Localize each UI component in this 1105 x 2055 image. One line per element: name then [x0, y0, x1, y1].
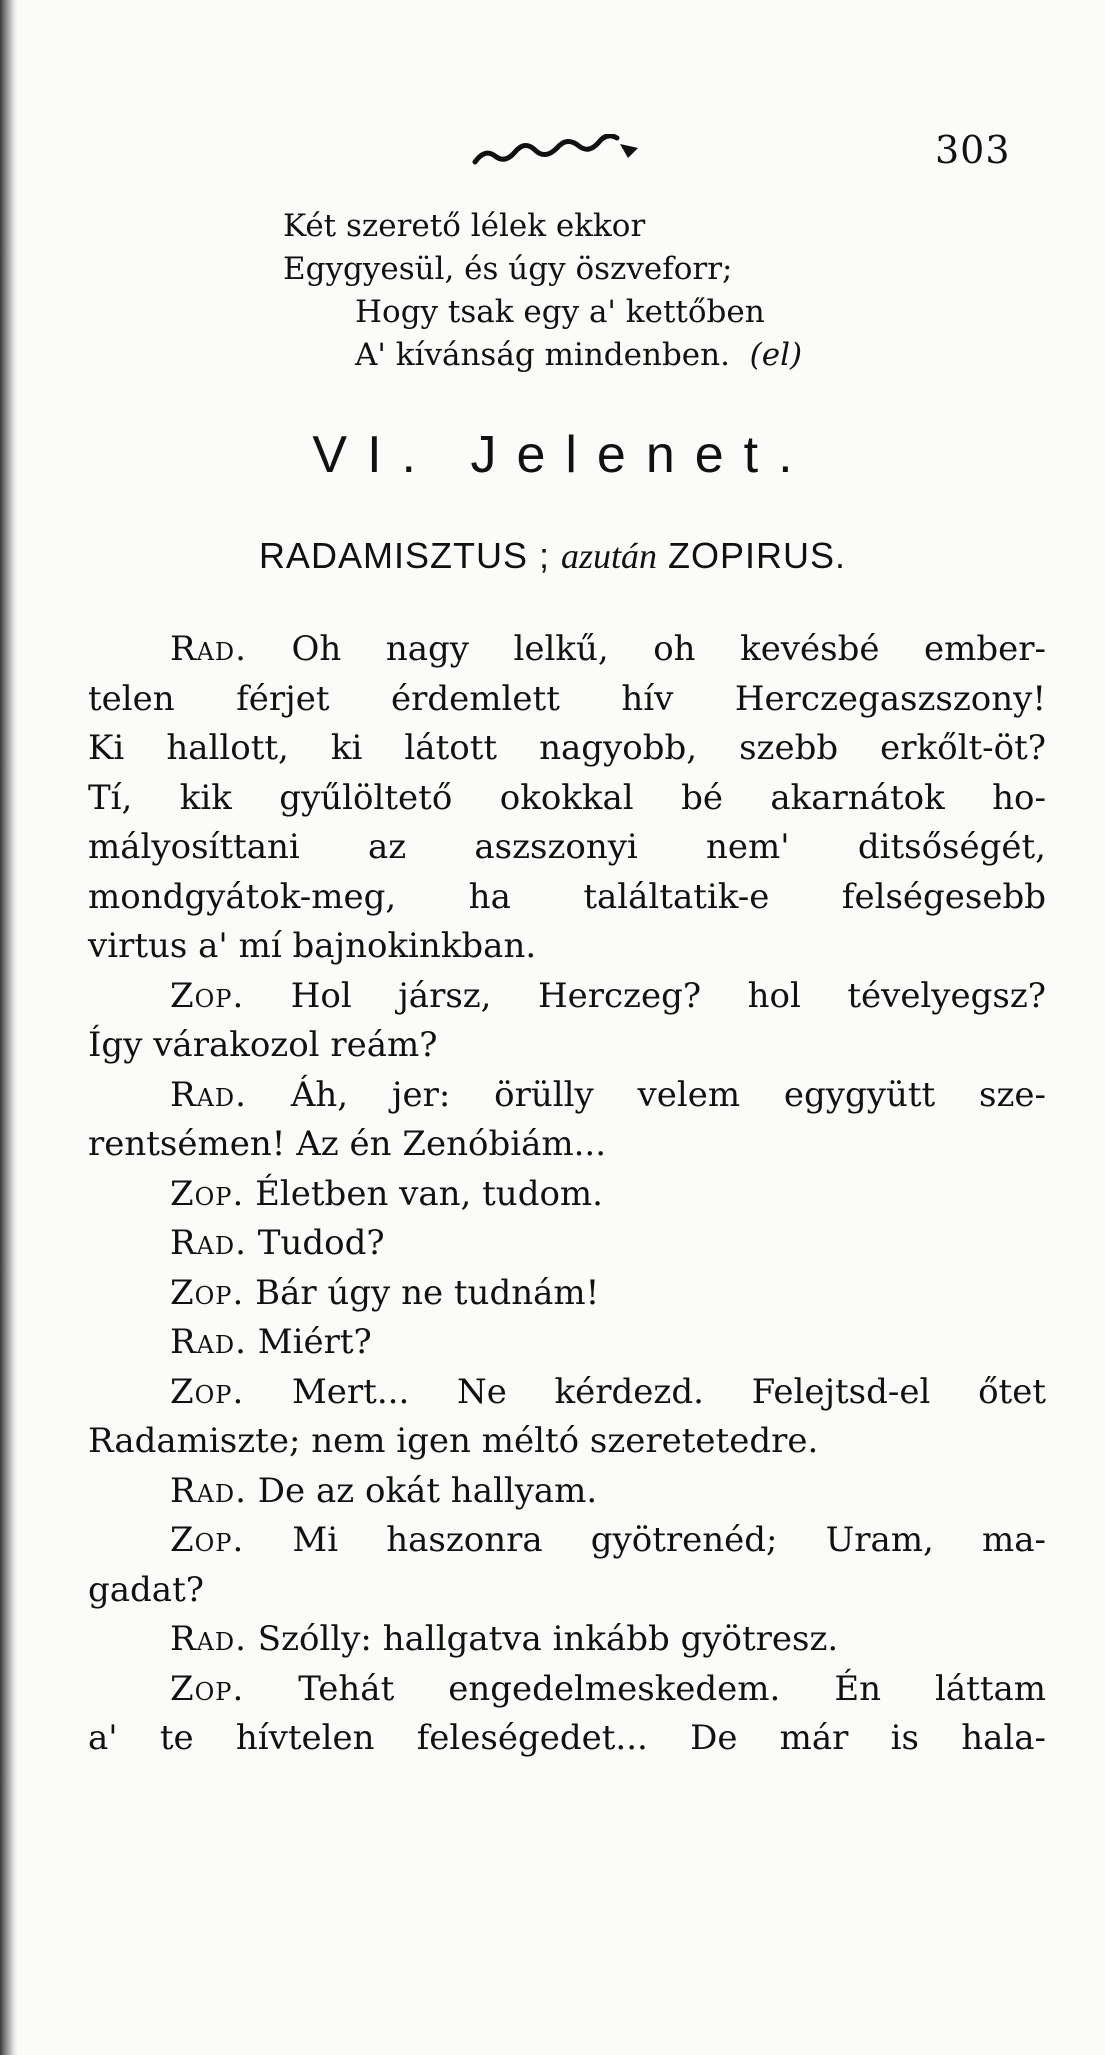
speech-line	[88, 1219, 1046, 1269]
speech-line	[88, 1318, 1046, 1368]
speaker-label: Zop.	[170, 975, 245, 1016]
speech-text: Bár úgy ne tudnám!	[255, 1272, 600, 1313]
verse-line: A' kívánság mindenben.	[355, 337, 730, 373]
scene-title: VI. Jelenet.	[312, 426, 813, 484]
speech-line: mondgyátok-meg, ha találtatik-e felségesebb	[88, 876, 1046, 917]
speech-line: rentsémen! Az én Zenóbiám...	[88, 1124, 607, 1164]
page-header	[0, 120, 1105, 180]
speech-line	[88, 1170, 1046, 1220]
page-binding-shadow	[0, 0, 18, 2055]
speaker-label: Zop.	[170, 1272, 245, 1313]
speech-text: Mert... Ne kérdezd. Felejtsd-el őtet	[291, 1371, 1046, 1412]
speech-line: Tí, kik gyűlöltető okokkal bé akarnátok ho-	[88, 777, 1046, 818]
speech-text: Oh nagy lelkű, oh kevésbé ember-	[291, 629, 1046, 669]
speech-line: virtus a' mí bajnokinkban.	[88, 926, 537, 966]
speaker-label: Rad.	[170, 1470, 247, 1511]
cast-list	[0, 535, 1105, 577]
verse-line-with-stage-direction	[355, 334, 802, 377]
speech-line: a' te hívtelen feleségedet... De már is hala-	[88, 1718, 1046, 1758]
speaker-label: Rad.	[170, 629, 247, 669]
speech-line	[88, 1368, 1046, 1418]
speech-line: Így várakozol reám?	[88, 1025, 438, 1065]
speech-line	[88, 1516, 1046, 1566]
speech-line: telen férjet érdemlett hív Herczegaszszony!	[88, 678, 1046, 719]
speech-line: gadat?	[88, 1569, 204, 1610]
cast-first: RADAMISZTUS	[258, 535, 528, 576]
speech-line	[88, 1467, 1046, 1517]
speech-line: Ki hallott, ki látott nagyobb, szebb erkőlt-öt?	[88, 728, 1046, 768]
speech-text: Szólly: hallgatva inkább gyötresz.	[257, 1619, 839, 1659]
speech-line	[88, 972, 1046, 1022]
speech-text: Tehát engedelmeskedem. Én láttam	[298, 1668, 1046, 1709]
speech-line	[88, 1615, 1046, 1665]
speech-text: Mi haszonra gyötrenéd; Uram, ma-	[292, 1520, 1046, 1560]
speech-text: Hol jársz, Herczeg? hol tévelyegsz?	[290, 975, 1046, 1016]
speech-text: Tudod?	[257, 1223, 385, 1263]
speech-line: mályosíttani az aszszonyi nem' ditsőségét,	[88, 827, 1046, 867]
cast-separator: ;	[538, 535, 550, 576]
speaker-label: Zop.	[170, 1371, 245, 1412]
speaker-label: Rad.	[170, 1619, 247, 1659]
speaker-label: Rad.	[170, 1322, 247, 1362]
speech-text: Áh, jer: örülly velem egygyütt sze-	[290, 1074, 1046, 1115]
speech-text: Életben van, tudom.	[255, 1173, 603, 1214]
ornament-flourish-icon	[470, 134, 660, 174]
speaker-label: Zop.	[170, 1173, 245, 1214]
dialogue-body	[88, 625, 1046, 1764]
verse-line: Két szerető lélek ekkor	[283, 208, 646, 244]
stage-direction: (el)	[749, 337, 803, 373]
speaker-label: Rad.	[170, 1223, 247, 1263]
cast-then: azután	[561, 536, 658, 576]
page-number: 303	[935, 128, 1011, 172]
speech-line	[88, 1071, 1046, 1121]
speech-text: Miért?	[257, 1322, 372, 1362]
speech-line	[88, 1665, 1046, 1715]
speech-text: De az okát hallyam.	[257, 1470, 598, 1511]
verse-line: Hogy tsak egy a' kettőben	[355, 294, 765, 330]
speech-line: Radamiszte; nem igen méltó szeretetedre.	[88, 1421, 819, 1461]
speech-line	[88, 1269, 1046, 1319]
cast-second: ZOPIRUS.	[668, 535, 847, 576]
verse-line: Egygyesül, és úgy öszveforr;	[283, 251, 733, 287]
speaker-label: Rad.	[170, 1074, 247, 1115]
speech-line	[88, 625, 1046, 675]
speaker-label: Zop.	[170, 1668, 245, 1709]
speaker-label: Zop.	[170, 1520, 245, 1560]
